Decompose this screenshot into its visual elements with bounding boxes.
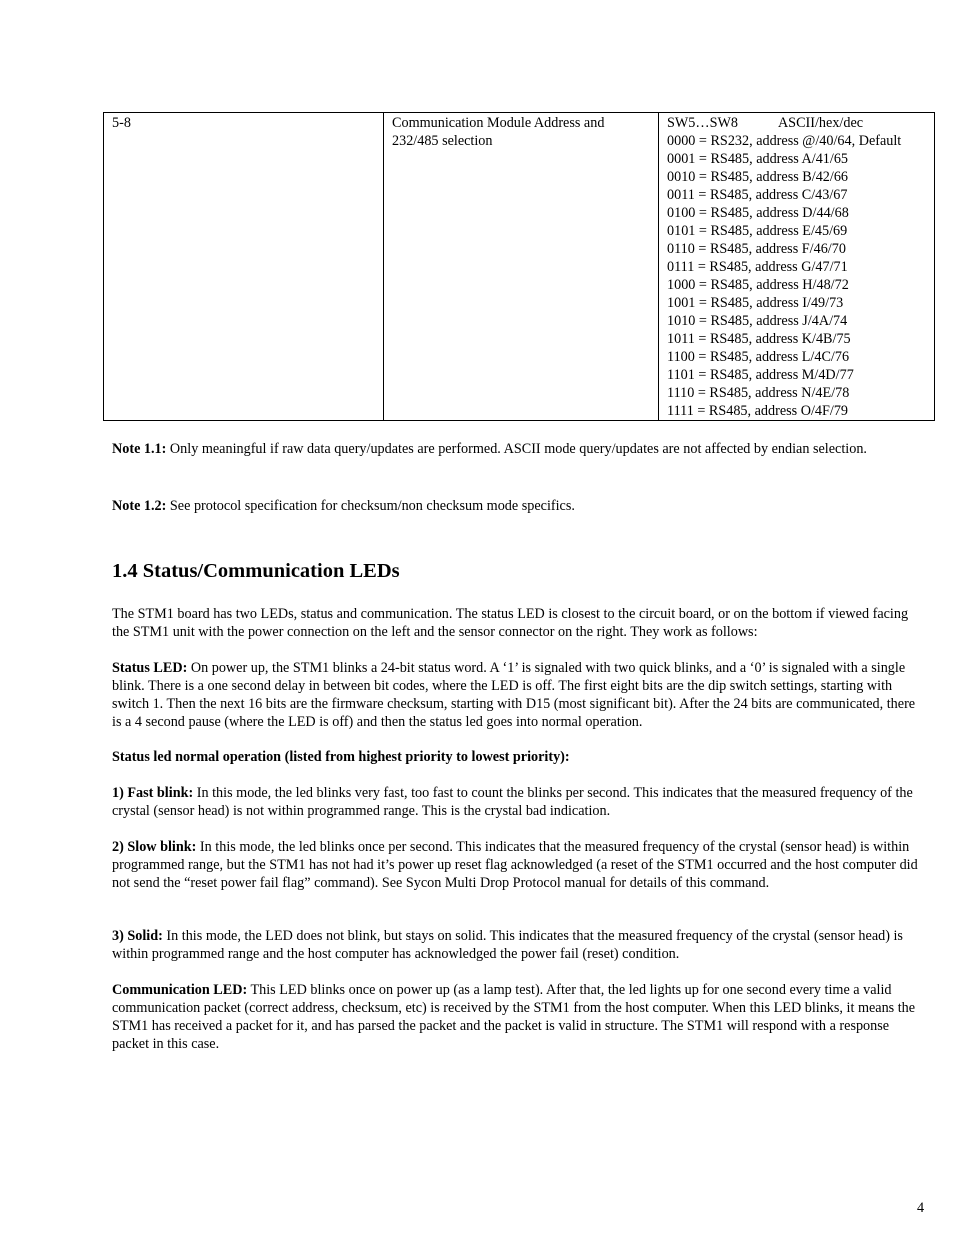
intro-paragraph: The STM1 board has two LEDs, status and communication. The status LED is closest to the circuit board, or on the bottom if viewed facing the STM1 unit with the power connection on the left and the sensor connector on the right. They work as follows: [112,606,909,640]
status-led-text: On power up, the STM1 blinks a 24-bit status word. A ‘1’ is signaled with two quick blinks, and a ‘0’ is signaled with a single blink. There is a one second delay in between bit codes, where the LED is off. The first eight bits are the dip switch settings, starting with switch 1. Then the next 16 bits are the firmware checksum, starting with D15 (most significant bit). After the 24 bits are communicated, there is a 4 second pause (where the LED is off) and then the status led goes into normal operation. [112,660,916,730]
note-1-2-text: See protocol specification for checksum/non checksum mode specifics. [166,498,575,514]
status-led-label: Status LED: [112,660,188,676]
setting-line: 0111 = RS485, address G/47/71 [667,259,848,275]
setting-line: 1011 = RS485, address K/4B/75 [667,331,851,347]
section-heading: 1.4 Status/Communication LEDs [112,560,400,582]
settings-cell [659,113,935,421]
setting-line: 1001 = RS485, address I/49/73 [667,295,844,311]
note-1-2 [112,497,927,515]
function-cell: Communication Module Address and 232/485 selection [384,113,659,421]
communication-led-text: This LED blinks once on power up (as a lamp test). After that, the led lights up for one second every time a valid communication packet (correct address, checksum, etc) is received by the STM1 from the host computer. When this LED blinks, it means the STM1 has received a packet for it, and has parsed the packet and the packet is valid in structure. The STM1 will respond with a response packet in this case. [112,982,916,1052]
communication-led-label: Communication LED: [112,982,248,998]
note-1-1-text: Only meaningful if raw data query/updates are performed. ASCII mode query/updates are not affected by endian selection. [166,441,867,457]
setting-line: 0010 = RS485, address B/42/66 [667,169,849,185]
slow-blink-label: 2) Slow blink: [112,839,197,855]
setting-line: 0100 = RS485, address D/44/68 [667,205,849,221]
settings-header [667,114,926,132]
note-1-1-label: Note 1.1: [112,441,167,457]
setting-line: 1100 = RS485, address L/4C/76 [667,349,850,365]
note-1-2-label: Note 1.2: [112,498,167,514]
setting-line: 0101 = RS485, address E/45/69 [667,223,848,239]
solid-text: In this mode, the LED does not blink, but stays on solid. This indicates that the measured frequency of the crystal (sensor head) is within programmed range and the host computer has acknowledged the power fail (reset) condition. [112,928,903,962]
solid-paragraph [112,927,927,963]
settings-header-switches: SW5…SW8 [667,115,738,131]
setting-line: 0000 = RS232, address @/40/64, Default [667,133,902,149]
setting-line: 1000 = RS485, address H/48/72 [667,277,849,293]
page-number: 4 [917,1200,925,1216]
setting-line: 1101 = RS485, address M/4D/77 [667,367,854,383]
dip-switch-table [103,112,935,421]
fast-blink-text: In this mode, the led blinks very fast, too fast to count the blinks per second. This indicates that the measured frequency of the crystal (sensor head) is not within programmed range. This is the crystal bad indication. [112,785,913,819]
setting-line: 1111 = RS485, address O/4F/79 [667,403,849,419]
fast-blink-paragraph [112,784,927,820]
solid-label: 3) Solid: [112,928,163,944]
slow-blink-text: In this mode, the led blinks once per second. This indicates that the measured frequency of the crystal (sensor head) is within programmed range, but the STM1 has not had it’s power up reset flag acknowledged (a reset of the STM1 occurred and the host computer did not send the “reset power fail flag” command). See Sycon Multi Drop Protocol manual for details of this command. [112,839,918,891]
setting-line: 0110 = RS485, address F/46/70 [667,241,846,257]
note-1-1 [112,440,927,458]
switch-number-cell: 5-8 [104,113,384,421]
status-led-paragraph [112,659,927,731]
settings-header-format: ASCII/hex/dec [777,115,864,131]
setting-line: 1110 = RS485, address N/4E/78 [667,385,850,401]
slow-blink-paragraph [112,838,927,892]
communication-led-paragraph [112,981,927,1053]
table-row [104,113,935,421]
normal-operation-heading-text: Status led normal operation (listed from highest priority to lowest priority): [112,749,570,765]
setting-line: 0001 = RS485, address A/41/65 [667,151,849,167]
normal-operation-heading [112,748,927,766]
setting-line: 1010 = RS485, address J/4A/74 [667,313,848,329]
setting-line: 0011 = RS485, address C/43/67 [667,187,848,203]
fast-blink-label: 1) Fast blink: [112,785,194,801]
